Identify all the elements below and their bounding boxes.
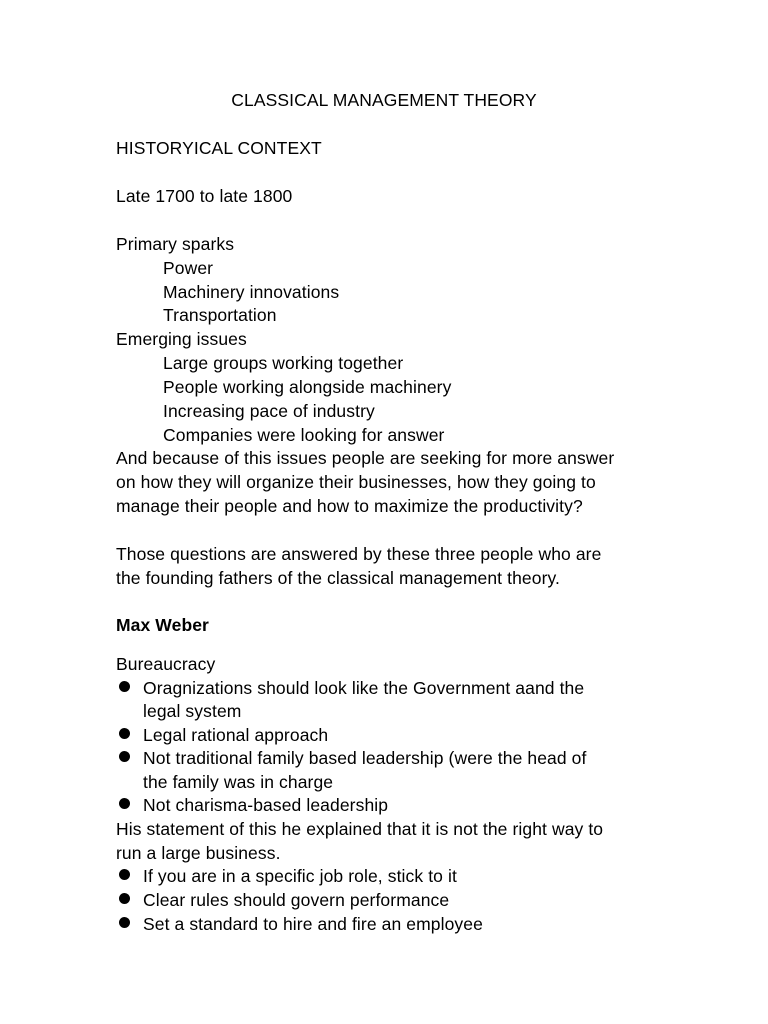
emerging-issue-item: Companies were looking for answer	[163, 425, 445, 445]
section-heading: HISTORYICAL CONTEXT	[116, 138, 322, 158]
bullet-icon	[119, 728, 130, 739]
bullet-icon	[119, 798, 130, 809]
bullet-text: Set a standard to hire and fire an employee	[143, 914, 483, 934]
bullet-icon	[119, 917, 130, 928]
weber-heading: Max Weber	[116, 615, 209, 635]
paragraph-line: run a large business.	[116, 843, 281, 863]
emerging-issues-label: Emerging issues	[116, 329, 247, 349]
bullet-text-continuation: legal system	[143, 701, 242, 721]
emerging-issue-item: Increasing pace of industry	[163, 401, 375, 421]
primary-spark-item: Transportation	[163, 305, 277, 325]
document-title: CLASSICAL MANAGEMENT THEORY	[231, 90, 537, 110]
bullet-icon	[119, 751, 130, 762]
paragraph-line: the founding fathers of the classical management theory.	[116, 568, 561, 588]
paragraph-line: manage their people and how to maximize the productivity?	[116, 496, 583, 516]
bullet-text: Not charisma-based leadership	[143, 795, 389, 815]
paragraph-line: His statement of this he explained that it is not the right way to	[116, 819, 604, 839]
bullet-text: Clear rules should govern performance	[143, 890, 450, 910]
bullet-text: Oragnizations should look like the Government aand the	[143, 678, 585, 698]
bullet-icon	[119, 869, 130, 880]
paragraph-line: And because of this issues people are seeking for more answer	[116, 448, 615, 468]
bullet-icon	[119, 681, 130, 692]
period-text: Late 1700 to late 1800	[116, 186, 293, 206]
bullet-icon	[119, 893, 130, 904]
paragraph-line: on how they will organize their businesses, how they going to	[116, 472, 596, 492]
emerging-issue-item: Large groups working together	[163, 353, 404, 373]
bureaucracy-subheading: Bureaucracy	[116, 654, 216, 674]
bullet-text: If you are in a specific job role, stick to it	[143, 866, 457, 886]
emerging-issue-item: People working alongside machinery	[163, 377, 452, 397]
bullet-text: Legal rational approach	[143, 725, 329, 745]
primary-spark-item: Machinery innovations	[163, 282, 340, 302]
bullet-text: Not traditional family based leadership (were the head of	[143, 748, 587, 768]
paragraph-line: Those questions are answered by these three people who are	[116, 544, 602, 564]
primary-spark-item: Power	[163, 258, 214, 278]
bullet-text-continuation: the family was in charge	[143, 772, 334, 792]
primary-sparks-label: Primary sparks	[116, 234, 235, 254]
